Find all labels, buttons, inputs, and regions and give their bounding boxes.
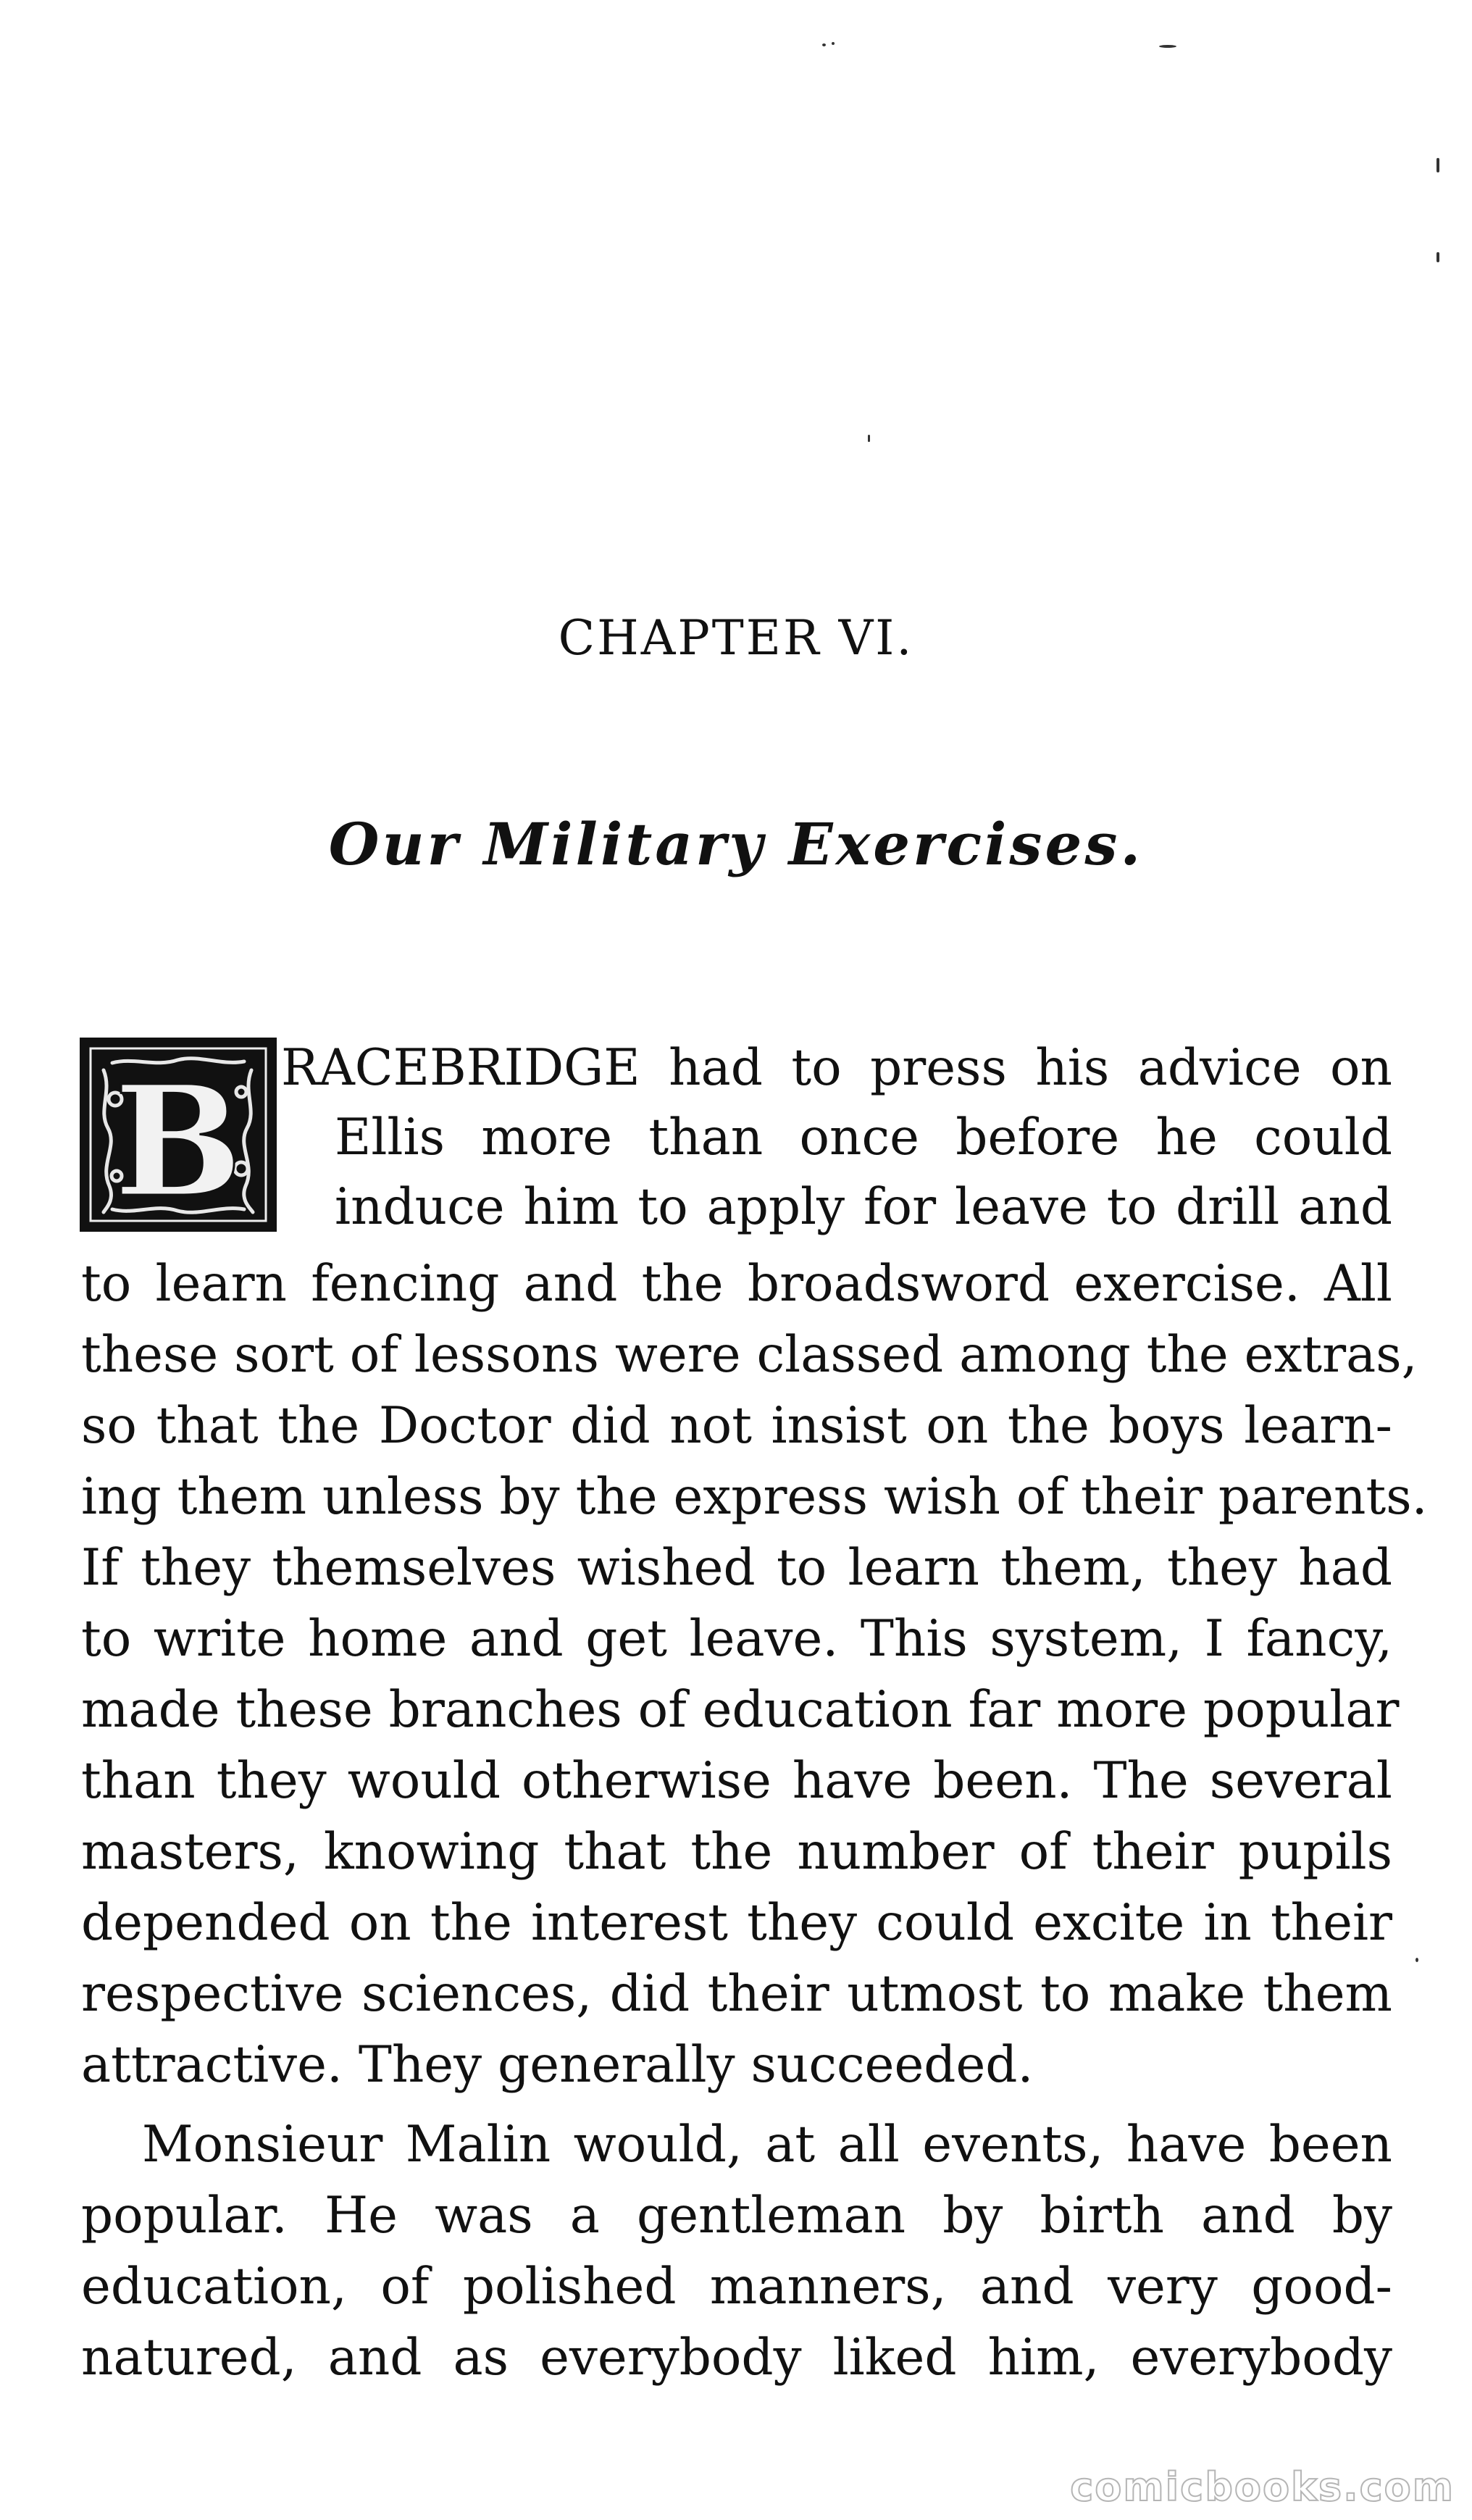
body-text-line: these sort of lessons were classed among the extras, bbox=[81, 1326, 1418, 1384]
body-text-line: than they would otherwise have been. The several bbox=[81, 1752, 1392, 1810]
body-text-line: If they themselves wished to learn them, they had bbox=[81, 1539, 1392, 1597]
watermark: comicbooks.com bbox=[1070, 2464, 1455, 2510]
body-text-line: ing them unless by the express wish of their parents. bbox=[81, 1468, 1428, 1526]
scan-speck bbox=[1159, 45, 1176, 48]
scan-speck bbox=[1437, 252, 1439, 262]
scan-speck bbox=[832, 42, 835, 45]
body-text-line: so that the Doctor did not insist on the boys learn- bbox=[81, 1397, 1392, 1455]
body-text-line: Ellis more than once before he could bbox=[335, 1109, 1392, 1167]
body-text-line: to learn fencing and the broadsword exercise. All bbox=[81, 1255, 1392, 1313]
body-text-line: masters, knowing that the number of their pupils bbox=[81, 1823, 1392, 1881]
body-text-line: education, of polished manners, and very good- bbox=[81, 2258, 1392, 2316]
body-text-line: depended on the interest they could excite in their bbox=[81, 1894, 1392, 1952]
scan-speck bbox=[822, 43, 826, 46]
body-text-line: RACEBRIDGE had to press his advice on bbox=[281, 1039, 1392, 1097]
drop-cap-initial bbox=[80, 1038, 277, 1232]
scan-speck bbox=[1415, 1958, 1418, 1962]
body-text-line: to write home and get leave. This system, I fancy, bbox=[81, 1610, 1392, 1668]
scan-speck bbox=[868, 435, 870, 442]
drop-cap-letter: B bbox=[114, 1052, 243, 1228]
scan-speck bbox=[1437, 158, 1439, 172]
body-text-line: made these branches of education far more popular bbox=[81, 1681, 1400, 1739]
drop-cap-ornament bbox=[83, 1041, 273, 1228]
chapter-subtitle: Our Military Exercises. bbox=[328, 810, 1144, 878]
chapter-heading: CHAPTER VI. bbox=[558, 610, 914, 666]
body-text-line: induce him to apply for leave to drill and bbox=[335, 1178, 1392, 1236]
body-text-line: popular. He was a gentleman by birth and by bbox=[81, 2187, 1392, 2245]
body-text-line: Monsieur Malin would, at all events, have been bbox=[142, 2116, 1392, 2174]
body-text-line: attractive. They generally succeeded. bbox=[81, 2036, 1034, 2094]
body-text-line: natured, and as everybody liked him, everybody bbox=[81, 2329, 1392, 2387]
body-text-line: respective sciences, did their utmost to make them bbox=[81, 1965, 1392, 2023]
